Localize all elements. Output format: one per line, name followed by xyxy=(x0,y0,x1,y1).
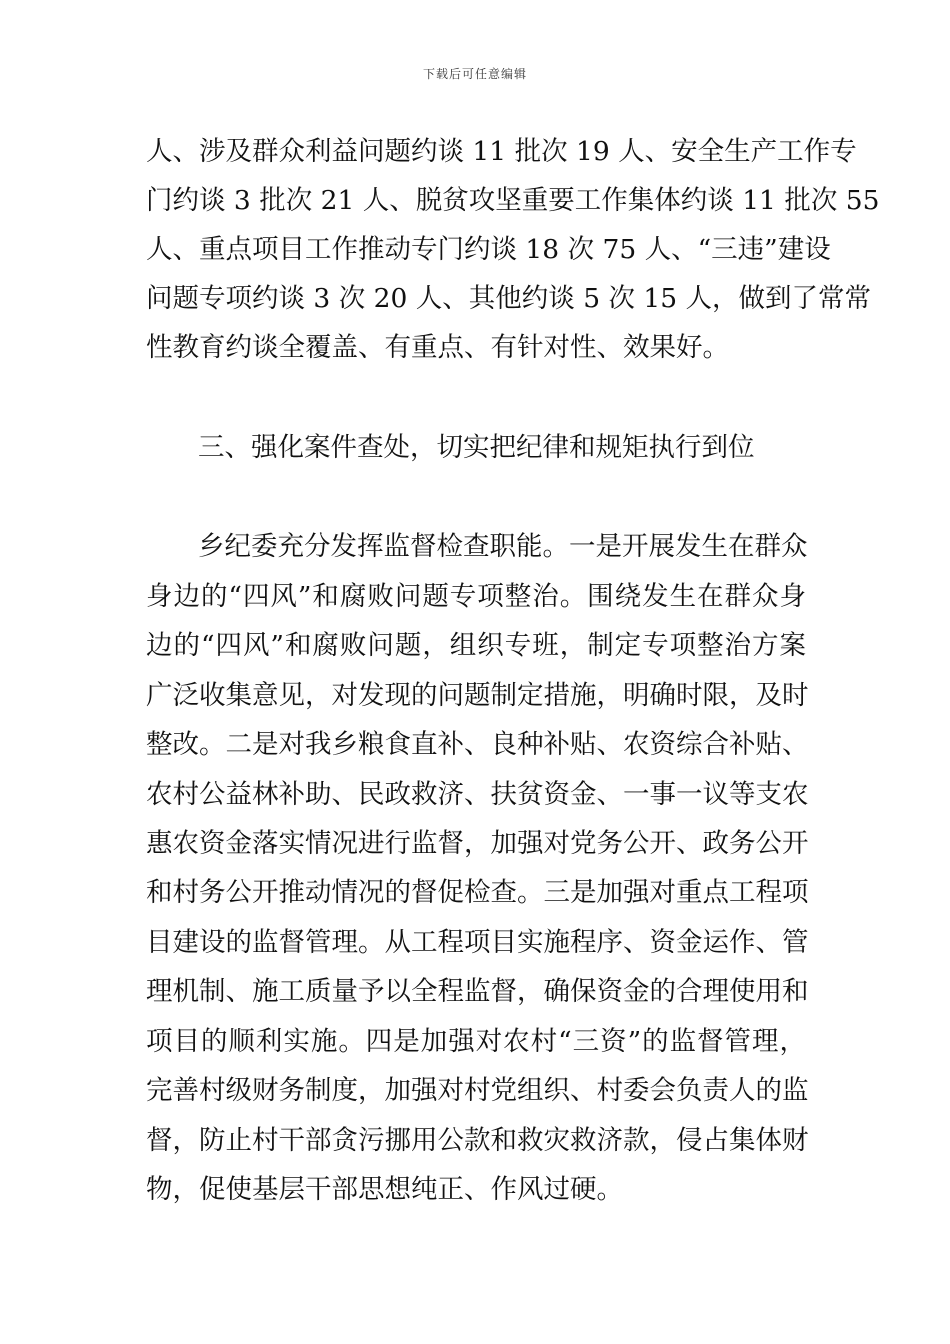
paragraph-line: 理机制、施工质量予以全程监督，确保资金的合理使用和 xyxy=(146,976,809,1007)
section-heading: 三、强化案件查处，切实把纪律和规矩执行到位 xyxy=(198,432,755,463)
paragraph-line: 物，促使基层干部思想纯正、作风过硬。 xyxy=(146,1174,623,1205)
paragraph-line: 边的“四风”和腐败问题，组织专班，制定专项整治方案 xyxy=(146,630,806,661)
paragraph-line: 门约谈 3 批次 21 人、脱贫攻坚重要工作集体约谈 11 批次 55 xyxy=(146,185,880,216)
paragraph-line: 广泛收集意见，对发现的问题制定措施，明确时限，及时 xyxy=(146,680,809,711)
paragraph-line: 身边的“四风”和腐败问题专项整治。围绕发生在群众身 xyxy=(146,581,806,612)
paragraph-line: 惠农资金落实情况进行监督，加强对党务公开、政务公开 xyxy=(146,828,809,859)
paragraph-line: 项目的顺利实施。四是加强对农村“三资”的监督管理， xyxy=(146,1026,806,1057)
page-header: 下载后可任意编辑 xyxy=(422,67,527,81)
paragraph-line: 完善村级财务制度，加强对村党组织、村委会负责人的监 xyxy=(146,1075,809,1106)
paragraph-line: 性教育约谈全覆盖、有重点、有针对性、效果好。 xyxy=(146,332,729,363)
paragraph-line: 农村公益林补助、民政救济、扶贫资金、一事一议等支农 xyxy=(146,779,809,810)
paragraph-line: 人、重点项目工作推动专门约谈 18 次 75 人、“三违”建设 xyxy=(146,234,831,265)
paragraph-line: 问题专项约谈 3 次 20 人、其他约谈 5 次 15 人，做到了常常 xyxy=(146,283,872,314)
paragraph-line: 整改。二是对我乡粮食直补、良种补贴、农资综合补贴、 xyxy=(146,729,809,760)
paragraph-line: 和村务公开推动情况的督促检查。三是加强对重点工程项 xyxy=(146,877,809,908)
paragraph-line: 目建设的监督管理。从工程项目实施程序、资金运作、管 xyxy=(146,927,809,958)
paragraph-line: 乡纪委充分发挥监督检查职能。一是开展发生在群众 xyxy=(198,531,808,562)
paragraph-line: 督，防止村干部贪污挪用公款和救灾救济款，侵占集体财 xyxy=(146,1125,809,1156)
paragraph-line: 人、涉及群众利益问题约谈 11 批次 19 人、安全生产工作专 xyxy=(146,136,857,167)
